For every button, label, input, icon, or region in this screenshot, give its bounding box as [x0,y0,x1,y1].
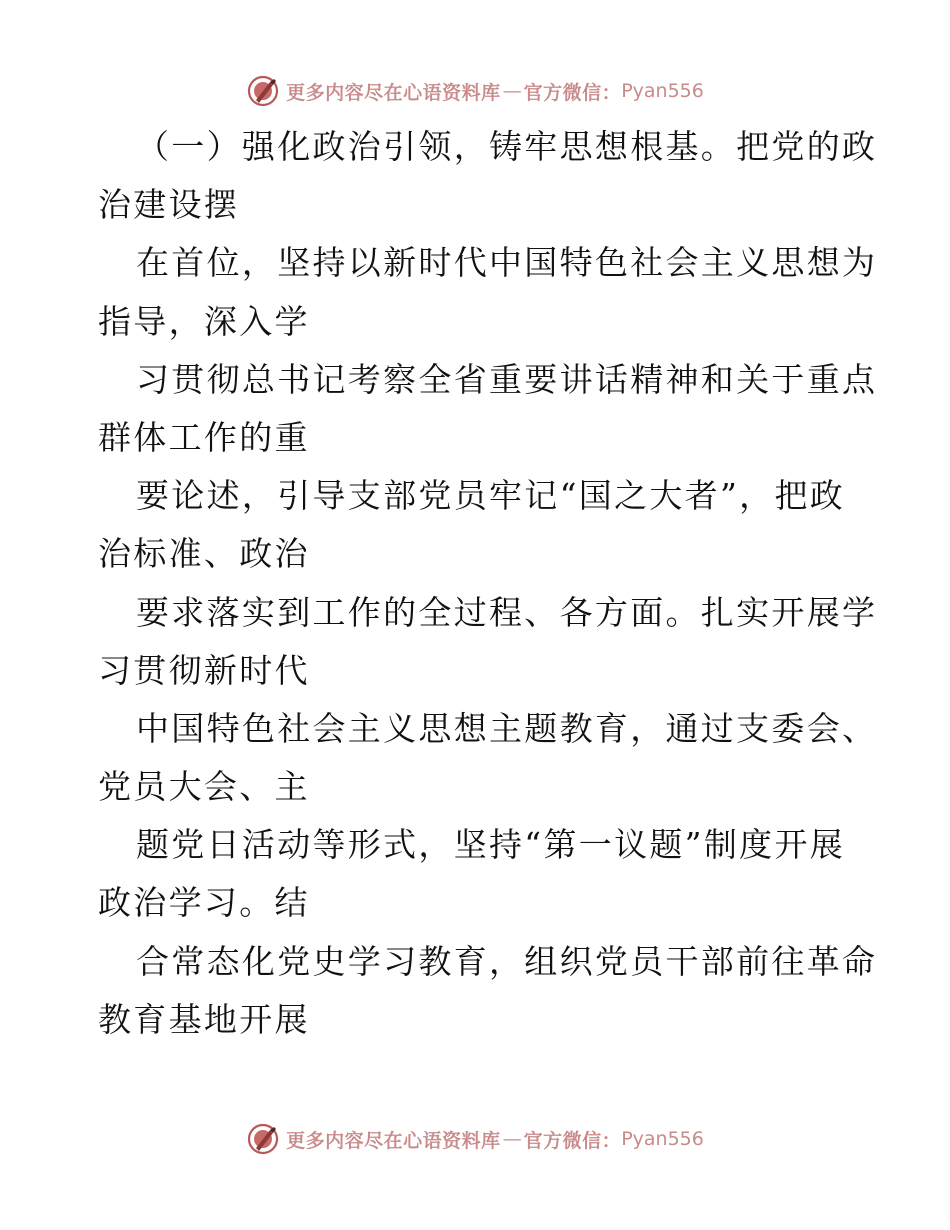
watermark-separator: — [502,80,522,102]
pen-seal-logo-icon [246,1122,280,1156]
text-line: （一）强化政治引领，铸牢思想根基。把党的政 [136,127,878,166]
text-line: 要论述，引导支部党员牢记“国之大者”，把政 [136,476,846,516]
text-line: 教育基地开展 [98,999,310,1039]
watermark-text: 更多内容尽在心语资料库 [286,1129,501,1152]
watermark-separator: — [502,1128,522,1150]
footer-watermark [0,1119,950,1159]
document-body [98,118,878,1049]
text-line: 中国特色社会主义思想主题教育，通过支委会、 [136,708,878,748]
text-line: 治建设摆 [98,185,240,225]
watermark-contact-id: Pyan556 [621,1128,704,1150]
text-line: 党员大会、主 [98,767,310,807]
text-line: 政治学习。结 [98,883,310,923]
text-line: 治标准、政治 [98,534,310,574]
watermark-contact-id: Pyan556 [621,80,704,102]
text-line: 合常态化党史学习教育，组织党员干部前往革命 [136,941,878,981]
watermark-text: 更多内容尽在心语资料库 [286,81,501,104]
text-line: 题党日活动等形式，坚持“第一议题”制度开展 [136,825,846,865]
header-watermark [0,71,950,111]
text-line: 指导，深入学 [98,301,310,341]
text-line: 习贯彻新时代 [98,650,310,690]
text-line: 习贯彻总书记考察全省重要讲话精神和关于重点 [136,359,878,399]
watermark-contact-label: 官方微信： [523,81,622,104]
watermark-contact-label: 官方微信： [523,1129,622,1152]
text-line: 在首位，坚持以新时代中国特色社会主义思想为 [136,243,878,283]
pen-seal-logo-icon [246,74,280,108]
text-line: 群体工作的重 [98,417,310,457]
text-line: 要求落实到工作的全过程、各方面。扎实开展学 [136,592,878,632]
